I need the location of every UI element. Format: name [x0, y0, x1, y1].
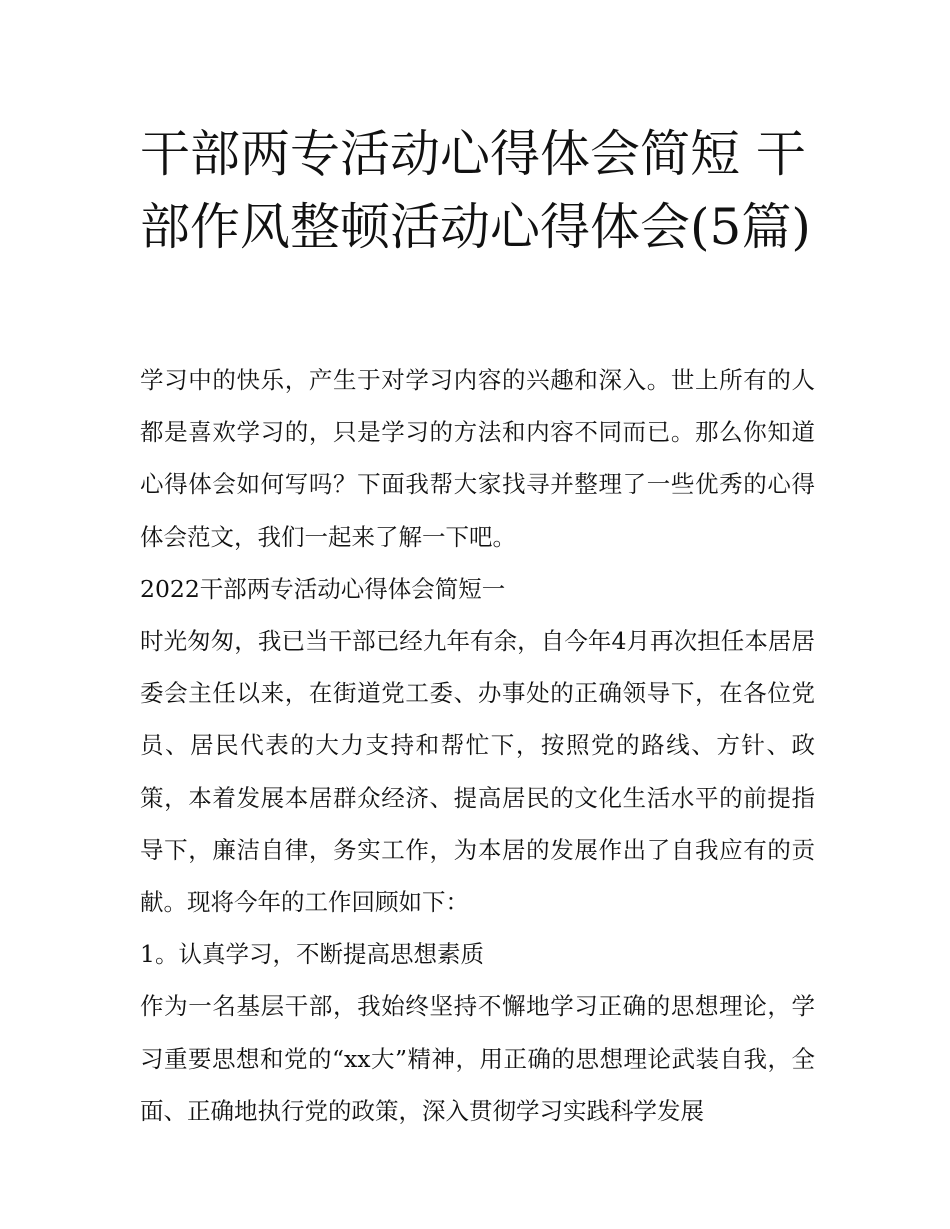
document-body — [140, 354, 815, 1137]
body-paragraph: 作为一名基层干部，我始终坚持不懈地学习正确的思想理论，学习重要思想和党的“xx大”精神，用正确的思想理论武装自我，全面、正确地执行党的政策，深入贯彻学习实践科学发展 — [140, 992, 815, 1125]
list-item-heading: 1。认真学习，不断提高思想素质 — [140, 940, 484, 969]
body-paragraph: 时光匆匆，我已当干部已经九年有余，自今年4月再次担任本居居委会主任以来，在街道党工委、办事处的正确领导下，在各位党员、居民代表的大力支持和帮忙下，按照党的路线、方针、政策，本着发展本居群众经济、提高居民的文化生活水平的前提指导下，廉洁自律，务实工作，为本居的发展作出了自我应有的贡献。现将今年的工作回顾如下： — [140, 627, 815, 917]
document-title: 干部两专活动心得体会简短 干部作风整顿活动心得体会(5篇) — [140, 125, 811, 256]
intro-paragraph: 学习中的快乐，产生于对学习内容的兴趣和深入。世上所有的人都是喜欢学习的，只是学习的方法和内容不同而已。那么你知道心得体会如何写吗？下面我帮大家找寻并整理了一些优秀的心得体会范文，我们一起来了解一下吧。 — [140, 366, 815, 551]
section-heading: 2022干部两专活动心得体会简短一 — [140, 574, 506, 603]
